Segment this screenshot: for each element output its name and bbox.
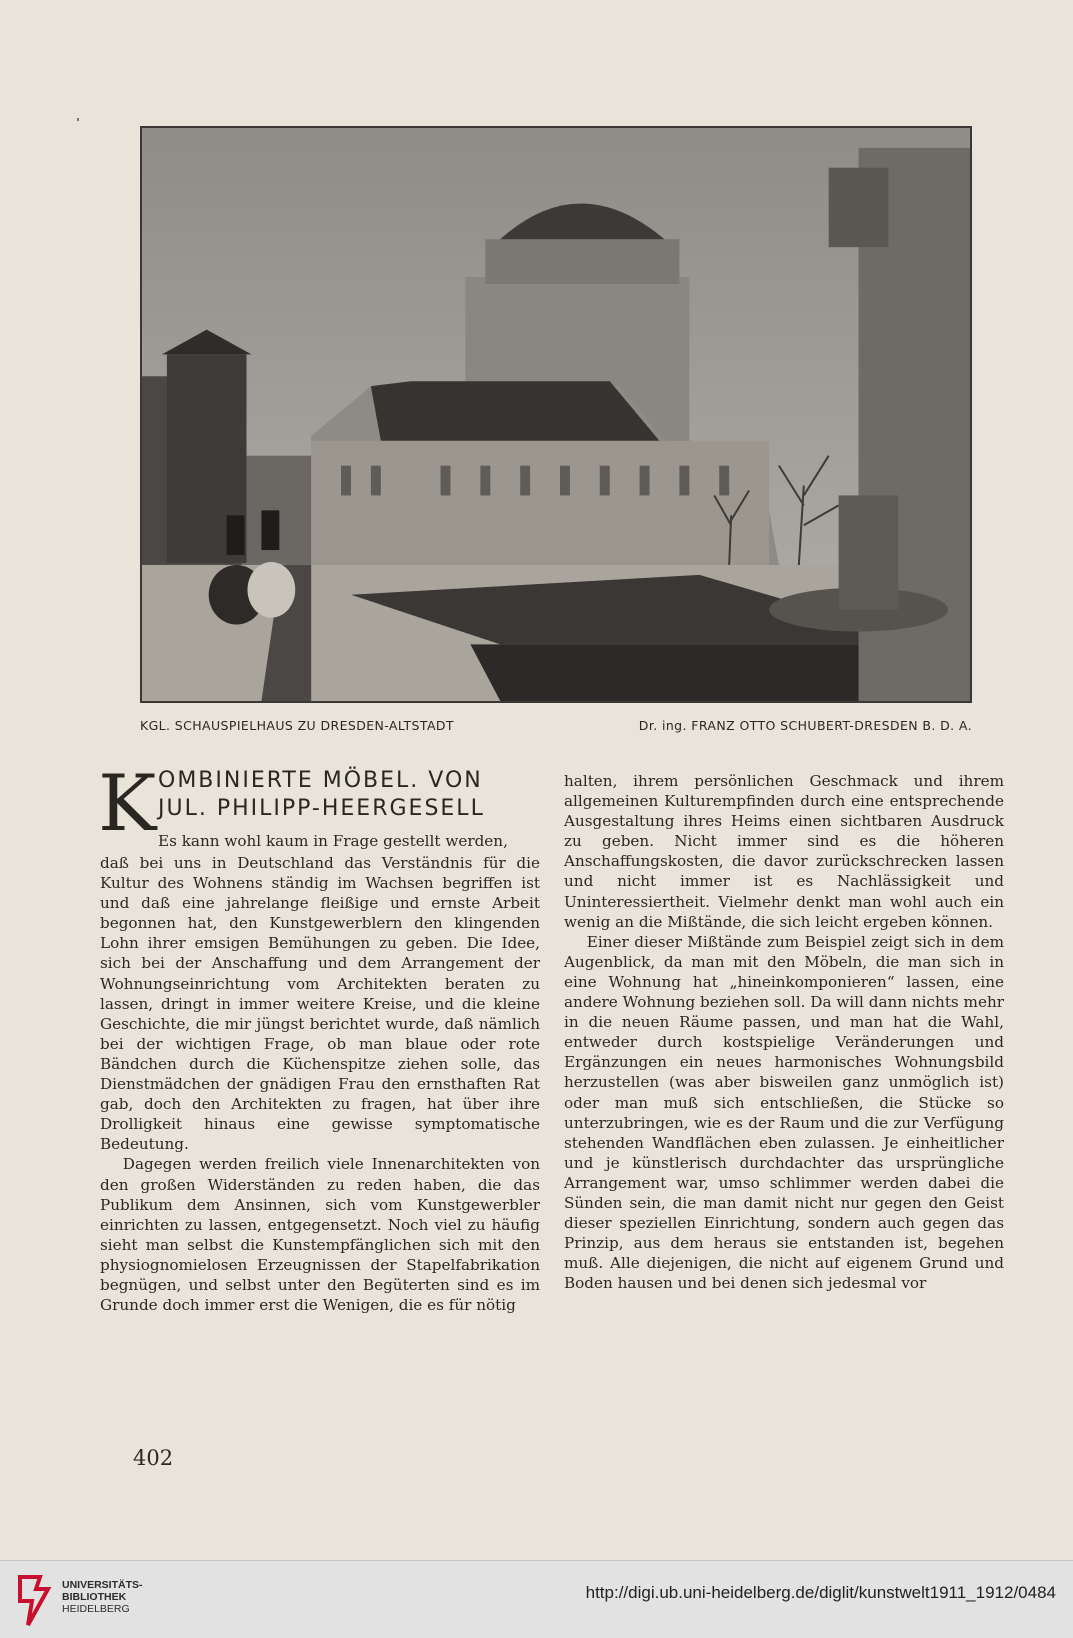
- left-column: [98, 759, 540, 1315]
- library-line-3: HEIDELBERG: [62, 1603, 130, 1615]
- library-name: [62, 1579, 143, 1615]
- paragraph: halten, ihrem persönlichen Geschmack und ihrem allgemeinen Kulturempfinden durch eine entsprechende Ausgestaltung ihres Heims einen sichtbaren Ausdruck zu geben. Nicht immer sind es die höheren Anschaffungskosten, die davor zurückschrecken lassen und nicht immer ist es Nachlässigkeit und Uninteressiertheit. Vielmehr denkt man wohl auch ein wenig an die Mißtände, die sich leicht ergeben können.: [564, 772, 1004, 931]
- right-column: [564, 771, 1004, 1293]
- figure-caption-left: KGL. SCHAUSPIELHAUS ZU DRESDEN-ALTSTADT: [140, 718, 454, 733]
- paragraph: Dagegen werden freilich viele Innenarchitekten von den großen Widerständen zu reden haben, die das Publikum dem Ansinnen, sich vom Kunstgewerbler einrichten zu lassen, entgegensetzt. Noch viel zu häufig sieht man selbst die Kunstempfänglichen sich mit den physiognomielosen Erzeugnissen der Stapelfabrikation begnügen, und selbst unter den Begüterten sind es im Grunde doch immer erst die Wenigen, die es für nötig: [100, 1155, 540, 1315]
- viewer-footer: [0, 1560, 1073, 1638]
- paragraph: Einer dieser Mißtände zum Beispiel zeigt sich in dem Augenblick, da man mit den Möbeln, die man sich in eine Wohnung hat „hineinkomponieren“ lassen, eine andere Wohnung beziehen soll. Da will dann nichts mehr in die neuen Räume passen, und man hat die Wahl, entweder durch kostspielige Veränderungen und Ergänzungen ein neues harmonisches Wohnungsbild herzustellen (was aber bisweilen ganz unmöglich ist) oder man muß sich entschließen, die Stücke so unterzubringen, wie es der Raum und die zur Verfügung stehenden Wandflächen eben zulassen. Je einheitlicher und je künstlerisch durchdachter das ursprüngliche Arrangement war, umso schlimmer werden dabei die Sünden sein, die man damit nicht nur gegen den Geist dieser speziellen Einrichtung, sondern auch gegen das Prinzip, aus dem heraus sie entstanden ist, begehen muß. Alle diejenigen, die nicht auf eigenem Grund und Boden hausen und bei denen sich jedesmal vor: [564, 932, 1004, 1293]
- theatre-illustration: [142, 128, 970, 701]
- title-line-1: OMBINIERTE MÖBEL. VON: [158, 768, 483, 793]
- theatre-photograph: [140, 126, 972, 703]
- page-speck: [77, 118, 79, 121]
- university-library-logo: [14, 1573, 54, 1629]
- article-heading: [98, 759, 540, 851]
- source-url[interactable]: http://digi.ub.uni-heidelberg.de/diglit/kunstwelt1911_1912/0484: [585, 1583, 1056, 1602]
- library-line-2: BIBLIOTHEK: [62, 1591, 127, 1603]
- paragraph: daß bei uns in Deutschland das Verständnis für die Kultur des Wohnens ständig im Wachsen begriffen ist und daß eine jahrelange fleißige und ernste Arbeit begonnen hat, den Kunstgewerblern den klingenden Lohn ihrer emsigen Bemühungen zu geben. Die Idee, sich bei der Anschaffung und dem Arrangement der Wohnungseinrichtung vom Architekten beraten zu lassen, dringt in immer weitere Kreise, und die kleine Geschichte, die mir jüngst berichtet wurde, daß nämlich bei der wichtigen Frage, ob man blaue oder rote Bändchen durch die Küchenspitze ziehen solle, das Dienstmädchen der gnädigen Frau den ernsthaften Rat gab, doch den Architekten zu fragen, hat über ihre Drolligkeit hinaus eine gewisse symptomatische Bedeutung.: [100, 854, 540, 1154]
- library-line-1: UNIVERSITÄTS-: [62, 1579, 143, 1591]
- first-line: Es kann wohl kaum in Frage gestellt werden,: [158, 832, 508, 850]
- figure-caption-right: Dr. ing. FRANZ OTTO SCHUBERT-DRESDEN B. D. A.: [638, 718, 972, 733]
- page-number: 402: [133, 1446, 174, 1470]
- drop-cap: K: [98, 759, 157, 849]
- title-line-2: JUL. PHILIPP-HEERGESELL: [158, 796, 485, 821]
